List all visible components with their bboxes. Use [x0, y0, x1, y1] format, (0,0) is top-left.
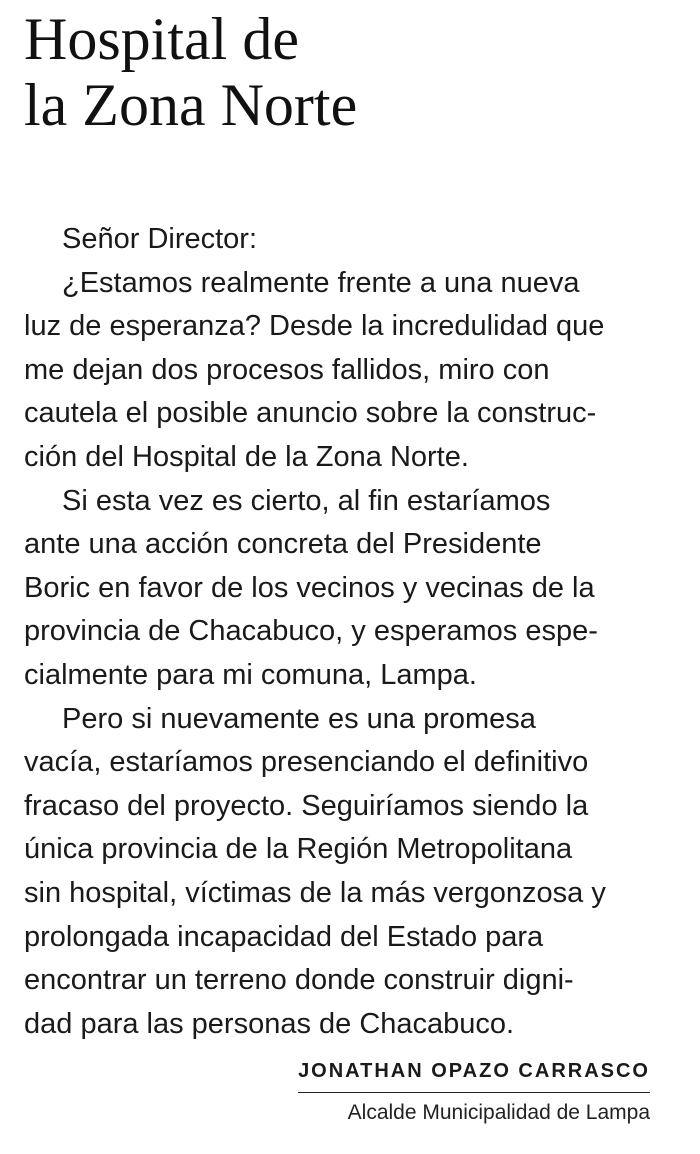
letter-line: dad para las personas de Chacabuco.	[24, 1007, 515, 1040]
letter-line: única provincia de la Región Metropolitana	[24, 833, 573, 866]
letter-line: ción del Hospital de la Zona Norte.	[24, 440, 469, 473]
signature-block	[298, 1056, 650, 1127]
headline	[24, 6, 684, 138]
letter-body	[24, 218, 674, 1046]
letter-line: ¿Estamos realmente frente a una nueva	[62, 266, 580, 299]
letter-line: fracaso del proyecto. Seguiríamos siendo la	[24, 789, 589, 822]
letter-line: vacía, estaríamos presenciando el definitivo	[24, 746, 589, 779]
letter-line: me dejan dos procesos fallidos, miro con	[24, 353, 550, 386]
author-title: Alcalde Municipalidad de Lampa	[347, 1101, 650, 1124]
letter-line: Boric en favor de los vecinos y vecinas de la	[24, 571, 595, 604]
letter-line: ante una acción concreta del Presidente	[24, 528, 542, 561]
letter-line: provincia de Chacabuco, y esperamos espe-	[24, 615, 598, 648]
letter-line: prolongada incapacidad del Estado para	[24, 920, 544, 953]
author-name: JONATHAN OPAZO CARRASCO	[298, 1056, 650, 1093]
headline-line-1: Hospital de	[24, 6, 299, 72]
letter-line: encontrar un terreno donde construir digni-	[24, 964, 574, 997]
salutation: Señor Director:	[62, 223, 258, 255]
headline-line-2: la Zona Norte	[24, 72, 358, 138]
letter-line: Pero si nuevamente es una promesa	[62, 702, 536, 735]
letter-line: Si esta vez es cierto, al fin estaríamos	[62, 484, 551, 517]
letter-line: sin hospital, víctimas de la más vergonzosa y	[24, 876, 606, 909]
letter-line: cialmente para mi comuna, Lampa.	[24, 658, 477, 691]
letter-line: cautela el posible anuncio sobre la construc-	[24, 397, 597, 430]
letter-line: luz de esperanza? Desde la incredulidad que	[24, 310, 605, 343]
